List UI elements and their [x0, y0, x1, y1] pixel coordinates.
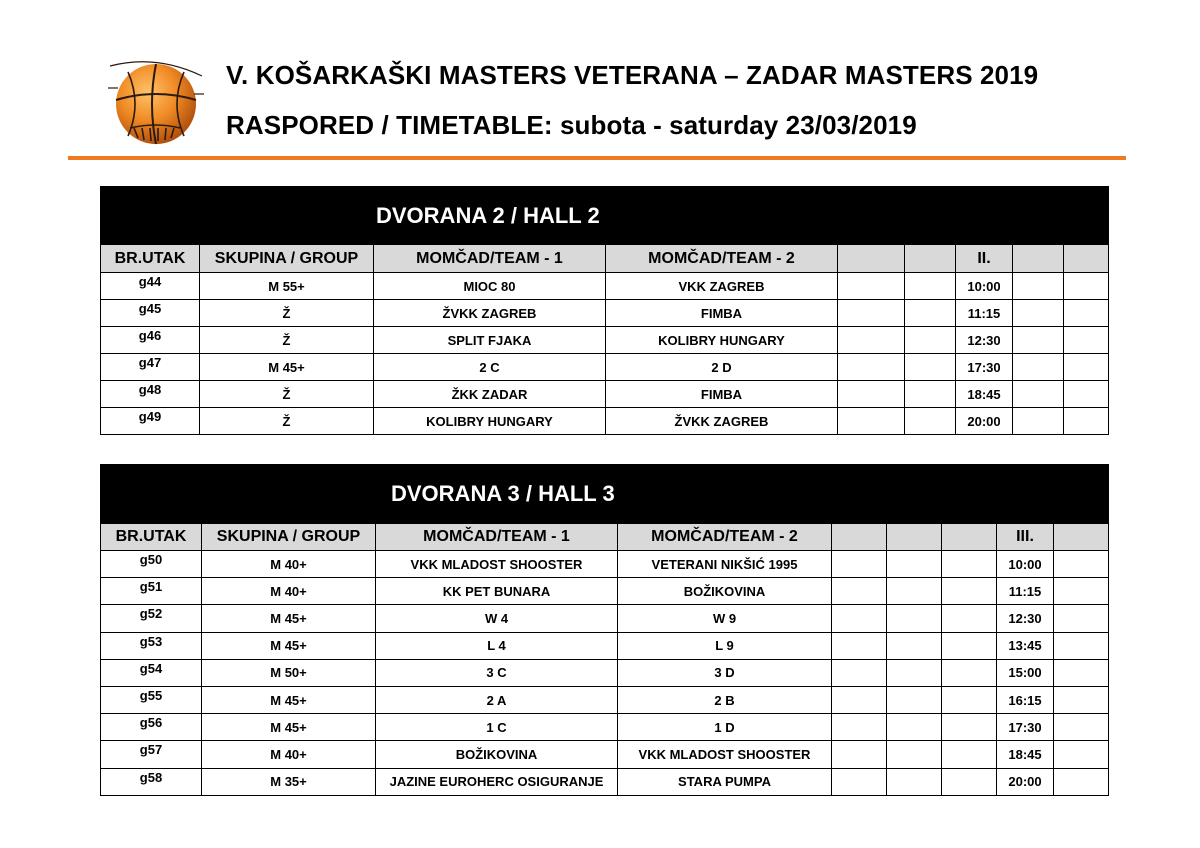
empty-cell	[887, 659, 942, 686]
col-header-blank	[838, 245, 905, 273]
empty-cell	[887, 605, 942, 632]
table-row	[101, 300, 1109, 327]
page-subtitle: RASPORED / TIMETABLE: subota - saturday 23/03/2019	[226, 110, 917, 140]
empty-cell	[942, 741, 997, 768]
team1-cell: ŽKK ZADAR	[374, 381, 606, 408]
col-header-hall-number: II.	[956, 245, 1013, 273]
col-header-blank	[1064, 245, 1109, 273]
group-cell: M 45+	[202, 714, 376, 741]
empty-cell	[942, 551, 997, 578]
col-header-blank	[832, 524, 887, 551]
group-cell: M 40+	[202, 741, 376, 768]
empty-cell	[1054, 768, 1109, 795]
group-cell: Ž	[200, 300, 374, 327]
col-header-group: SKUPINA / GROUP	[202, 524, 376, 551]
empty-cell	[838, 273, 905, 300]
col-header-team1: MOMČAD/TEAM - 1	[374, 245, 606, 273]
team2-cell: ŽVKK ZAGREB	[606, 408, 838, 435]
group-cell: M 40+	[202, 551, 376, 578]
group-cell: M 50+	[202, 659, 376, 686]
table-row	[101, 659, 1109, 686]
empty-cell	[1054, 659, 1109, 686]
game-id: g56	[101, 714, 202, 741]
team2-cell: 3 D	[618, 659, 832, 686]
group-cell: M 35+	[202, 768, 376, 795]
time-cell: 18:45	[997, 741, 1054, 768]
empty-cell	[905, 300, 956, 327]
team2-cell: FIMBA	[606, 381, 838, 408]
empty-cell	[1013, 300, 1064, 327]
team2-cell: VKK MLADOST SHOOSTER	[618, 741, 832, 768]
empty-cell	[1054, 605, 1109, 632]
empty-cell	[1054, 741, 1109, 768]
table-row	[101, 408, 1109, 435]
empty-cell	[838, 381, 905, 408]
empty-cell	[905, 381, 956, 408]
game-id: g45	[101, 300, 200, 327]
team1-cell: 2 A	[376, 686, 618, 713]
time-cell: 11:15	[997, 578, 1054, 605]
empty-cell	[838, 408, 905, 435]
empty-cell	[887, 686, 942, 713]
game-id: g57	[101, 741, 202, 768]
time-cell: 10:00	[997, 551, 1054, 578]
time-cell: 10:00	[956, 273, 1013, 300]
time-cell: 18:45	[956, 381, 1013, 408]
hall2-schedule-table	[100, 186, 1109, 435]
team1-cell: KOLIBRY HUNGARY	[374, 408, 606, 435]
empty-cell	[1013, 273, 1064, 300]
time-cell: 20:00	[956, 408, 1013, 435]
empty-cell	[942, 578, 997, 605]
col-header-team1: MOMČAD/TEAM - 1	[376, 524, 618, 551]
empty-cell	[838, 354, 905, 381]
team2-cell: 2 D	[606, 354, 838, 381]
empty-cell	[887, 578, 942, 605]
col-header-blank	[1013, 245, 1064, 273]
col-header-team2: MOMČAD/TEAM - 2	[618, 524, 832, 551]
col-header-blank	[887, 524, 942, 551]
time-cell: 15:00	[997, 659, 1054, 686]
team2-cell: 2 B	[618, 686, 832, 713]
col-header-team2: MOMČAD/TEAM - 2	[606, 245, 838, 273]
empty-cell	[832, 605, 887, 632]
empty-cell	[1064, 381, 1109, 408]
table-row	[101, 273, 1109, 300]
table-row	[101, 741, 1109, 768]
team1-cell: 3 C	[376, 659, 618, 686]
table-row	[101, 686, 1109, 713]
team2-cell: 1 D	[618, 714, 832, 741]
empty-cell	[887, 741, 942, 768]
empty-cell	[887, 632, 942, 659]
empty-cell	[942, 632, 997, 659]
group-cell: M 45+	[202, 605, 376, 632]
game-id: g55	[101, 686, 202, 713]
table-row	[101, 354, 1109, 381]
empty-cell	[832, 741, 887, 768]
team2-cell: L 9	[618, 632, 832, 659]
col-header-game: BR.UTAK	[101, 245, 200, 273]
empty-cell	[832, 714, 887, 741]
empty-cell	[832, 659, 887, 686]
table-row	[101, 578, 1109, 605]
group-cell: Ž	[200, 408, 374, 435]
header-divider	[68, 156, 1126, 160]
game-id: g44	[101, 273, 200, 300]
empty-cell	[1054, 632, 1109, 659]
table-row	[101, 381, 1109, 408]
game-id: g53	[101, 632, 202, 659]
time-cell: 12:30	[956, 327, 1013, 354]
team2-cell: BOŽIKOVINA	[618, 578, 832, 605]
empty-cell	[1054, 714, 1109, 741]
game-id: g58	[101, 768, 202, 795]
empty-cell	[905, 408, 956, 435]
team1-cell: KK PET BUNARA	[376, 578, 618, 605]
group-cell: Ž	[200, 327, 374, 354]
hall3-title: DVORANA 3 / HALL 3	[101, 465, 1109, 524]
team1-cell: L 4	[376, 632, 618, 659]
empty-cell	[832, 632, 887, 659]
empty-cell	[832, 551, 887, 578]
team1-cell: VKK MLADOST SHOOSTER	[376, 551, 618, 578]
empty-cell	[1064, 408, 1109, 435]
team1-cell: 1 C	[376, 714, 618, 741]
empty-cell	[1013, 354, 1064, 381]
empty-cell	[887, 768, 942, 795]
empty-cell	[887, 551, 942, 578]
group-cell: Ž	[200, 381, 374, 408]
empty-cell	[832, 686, 887, 713]
game-id: g52	[101, 605, 202, 632]
game-id: g46	[101, 327, 200, 354]
team2-cell: VKK ZAGREB	[606, 273, 838, 300]
time-cell: 11:15	[956, 300, 1013, 327]
game-id: g47	[101, 354, 200, 381]
empty-cell	[1013, 381, 1064, 408]
empty-cell	[905, 354, 956, 381]
col-header-blank	[1054, 524, 1109, 551]
time-cell: 16:15	[997, 686, 1054, 713]
empty-cell	[1064, 354, 1109, 381]
time-cell: 17:30	[997, 714, 1054, 741]
group-cell: M 45+	[202, 686, 376, 713]
col-header-hall-number: III.	[997, 524, 1054, 551]
team1-cell: ŽVKK ZAGREB	[374, 300, 606, 327]
empty-cell	[832, 768, 887, 795]
table-row	[101, 605, 1109, 632]
col-header-blank	[905, 245, 956, 273]
table-row	[101, 632, 1109, 659]
team2-cell: W 9	[618, 605, 832, 632]
time-cell: 13:45	[997, 632, 1054, 659]
table-row	[101, 768, 1109, 795]
col-header-group: SKUPINA / GROUP	[200, 245, 374, 273]
team1-cell: BOŽIKOVINA	[376, 741, 618, 768]
empty-cell	[838, 300, 905, 327]
empty-cell	[905, 327, 956, 354]
team1-cell: MIOC 80	[374, 273, 606, 300]
hall2-title: DVORANA 2 / HALL 2	[101, 187, 1109, 245]
table-row	[101, 714, 1109, 741]
empty-cell	[1054, 686, 1109, 713]
empty-cell	[1054, 578, 1109, 605]
empty-cell	[1054, 551, 1109, 578]
time-cell: 12:30	[997, 605, 1054, 632]
time-cell: 20:00	[997, 768, 1054, 795]
team1-cell: 2 C	[374, 354, 606, 381]
game-id: g54	[101, 659, 202, 686]
game-id: g50	[101, 551, 202, 578]
time-cell: 17:30	[956, 354, 1013, 381]
group-cell: M 45+	[200, 354, 374, 381]
table-row	[101, 327, 1109, 354]
game-id: g48	[101, 381, 200, 408]
empty-cell	[942, 686, 997, 713]
group-cell: M 40+	[202, 578, 376, 605]
empty-cell	[905, 273, 956, 300]
hall3-schedule-table	[100, 464, 1109, 796]
empty-cell	[1064, 300, 1109, 327]
col-header-game: BR.UTAK	[101, 524, 202, 551]
game-id: g51	[101, 578, 202, 605]
empty-cell	[1013, 327, 1064, 354]
empty-cell	[838, 327, 905, 354]
empty-cell	[942, 768, 997, 795]
team1-cell: SPLIT FJAKA	[374, 327, 606, 354]
game-id: g49	[101, 408, 200, 435]
team2-cell: STARA PUMPA	[618, 768, 832, 795]
basketball-logo-icon	[108, 58, 204, 148]
empty-cell	[1064, 327, 1109, 354]
empty-cell	[887, 714, 942, 741]
table-row	[101, 551, 1109, 578]
empty-cell	[942, 659, 997, 686]
team2-cell: KOLIBRY HUNGARY	[606, 327, 838, 354]
group-cell: M 55+	[200, 273, 374, 300]
team1-cell: JAZINE EUROHERC OSIGURANJE	[376, 768, 618, 795]
empty-cell	[942, 714, 997, 741]
page-title: V. KOŠARKAŠKI MASTERS VETERANA – ZADAR MASTERS 2019	[226, 60, 1039, 90]
empty-cell	[832, 578, 887, 605]
col-header-blank	[942, 524, 997, 551]
team1-cell: W 4	[376, 605, 618, 632]
empty-cell	[942, 605, 997, 632]
team2-cell: VETERANI NIKŠIĆ 1995	[618, 551, 832, 578]
group-cell: M 45+	[202, 632, 376, 659]
empty-cell	[1013, 408, 1064, 435]
empty-cell	[1064, 273, 1109, 300]
team2-cell: FIMBA	[606, 300, 838, 327]
